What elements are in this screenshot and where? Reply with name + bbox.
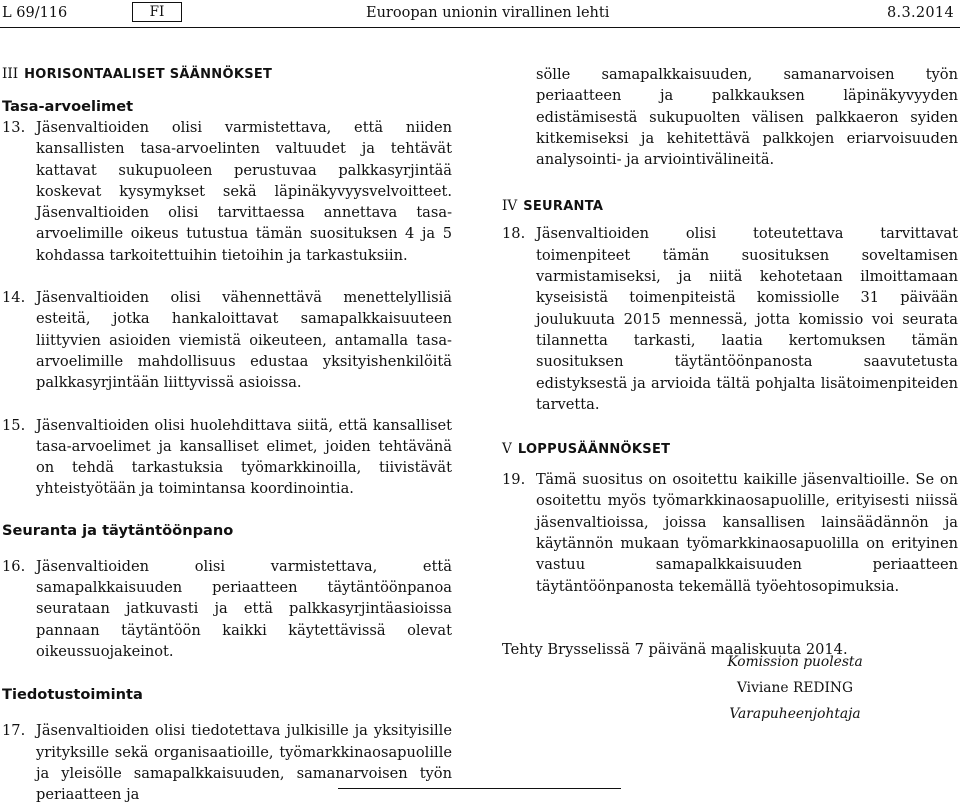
journal-title: Euroopan unionin virallinen lehti	[366, 5, 610, 21]
section-number: III	[2, 66, 19, 82]
section-heading	[502, 196, 958, 218]
paragraph-14	[2, 287, 452, 393]
publication-date: 8.3.2014	[887, 5, 954, 21]
paragraph-text: Jäsenvaltioiden olisi toteutettava tarvittavat toimenpiteet tämän suosituksen soveltamisen varmistamiseksi, ja niitä kehotetaan ilmoittamaan kyseisistä toimenpiteistä komissiolle 31 päivään joulukuuta 2015 mennessä, jotta komissio voi seurata tilannetta tarkasti, laatia kertomuksen tämän suosituksen täytäntöönpanosta saavutetusta edistyksestä ja arvioida tältä pohjalta lisätoimenpiteiden tarvetta.	[536, 225, 958, 413]
paragraph-number: 15.	[2, 416, 26, 434]
paragraph-13	[2, 117, 452, 266]
page-reference: L 69/116	[2, 5, 68, 21]
paragraph-17	[2, 720, 452, 804]
paragraph-number: 17.	[2, 722, 26, 740]
paragraph-number: 14.	[2, 289, 26, 307]
signatory-role: Varapuheenjohtaja	[729, 706, 861, 722]
section-title: LOPPUSÄÄNNÖKSET	[517, 442, 671, 458]
paragraph-17-continued: sölle samapalkkaisuuden, samanarvoisen työn periaatteen ja palkkauksen läpinäkyvyyden edistämisestä sukupuolten välisen palkkaeron syiden kitkemiseksi ja kehitettävä palkkojen eriarvoisuuden analysointi- ja arviointivälineitä.	[536, 66, 958, 169]
signature-on-behalf: Komission puolesta	[727, 654, 863, 670]
paragraph-15	[2, 415, 452, 500]
section-number: IV	[502, 198, 518, 215]
paragraph-16	[2, 556, 452, 662]
header-rule	[0, 27, 960, 28]
footer-rule	[338, 788, 621, 789]
paragraph-text: Jäsenvaltioiden olisi vähennettävä menettelyllisiä esteitä, jotka hankaloittavat samapalkkaisuuteen liittyvien asioiden viemistä oikeuteen, antamalla tasa-arvoelimille mahdollisuus edustaa yksityishenkilöitä palkkasyrjintään liittyvissä asioissa.	[36, 289, 452, 392]
paragraph-number: 16.	[2, 557, 26, 575]
paragraph-number: 13.	[2, 119, 26, 136]
right-column	[502, 64, 958, 660]
paragraph-text: Jäsenvaltioiden olisi tiedotettava julkisille ja yksityisille yrityksille sekä organisaatioille, työmarkkinaosapuolille ja yleisölle samapalkkaisuuden, samanarvoisen työn periaatteen ja	[36, 722, 452, 804]
place-and-date: Tehty Brysselissä 7 päivänä maaliskuuta 2014.	[502, 640, 848, 658]
section-title: HORISONTAALISET SÄÄNNÖKSET	[24, 67, 273, 82]
signatory-name: Viviane REDING	[736, 680, 854, 696]
paragraph-18	[502, 223, 958, 415]
paragraph-number: 19.	[502, 471, 526, 489]
paragraph-text: Tämä suositus on osoitettu kaikille jäsenvaltioille. Se on osoitettu myös työmarkkinaosapuolille, erityisesti niissä jäsenvaltioissa, joissa kansallisen lainsäädännön ja käytännön mukaan työmarkkinaosapuolilla on erityinen vastuu samapalkkaisuuden periaatteen täytäntöönpanosta tekemällä työehtosopimuksia.	[536, 471, 958, 595]
subheading-monitoring: Seuranta ja täytäntöönpano	[2, 521, 234, 539]
subheading-information: Tiedotustoiminta	[2, 686, 143, 704]
section-title: SEURANTA	[523, 199, 604, 215]
section-number: V	[502, 441, 512, 458]
paragraph-19	[502, 469, 958, 597]
section-heading	[2, 64, 452, 86]
section-heading	[502, 439, 958, 461]
subheading-equality-bodies: Tasa-arvoelimet	[2, 98, 134, 115]
paragraph-text: Jäsenvaltioiden olisi huolehdittava siitä, että kansalliset tasa-arvoelimet ja kansalliset elimet, joiden tehtävänä on tehdä tarkastuksia työmarkkinoilla, tiivistävät yhteistyötään ja toimintansa koordinointia.	[36, 416, 452, 498]
left-column	[2, 64, 452, 804]
paragraph-text: Jäsenvaltioiden olisi varmistettava, että niiden kansallisten tasa-arvoelinten valtuudet ja tehtävät kattavat sukupuoleen perustuvaa palkkasyrjintää koskevat kysymykset sekä läpinäkyvyysvelvoitteet. Jäsenvaltioiden olisi tarvittaessa annettava tasa-arvoelimille oikeus tutustua tämän suosituksen 4 ja 5 kohdassa tarkoitettuihin tietoihin ja tarkastuksiin.	[36, 119, 452, 264]
paragraph-text: Jäsenvaltioiden olisi varmistettava, että samapalkkaisuuden periaatteen täytäntöönpanoa seurataan jatkuvasti ja että palkkasyrjintäasioissa pannaan täytäntöön kaikki käytettävissä olevat oikeussuojakeinot.	[36, 557, 452, 660]
language-code: FI	[132, 2, 182, 22]
paragraph-number: 18.	[502, 225, 526, 243]
page-header	[0, 0, 960, 32]
